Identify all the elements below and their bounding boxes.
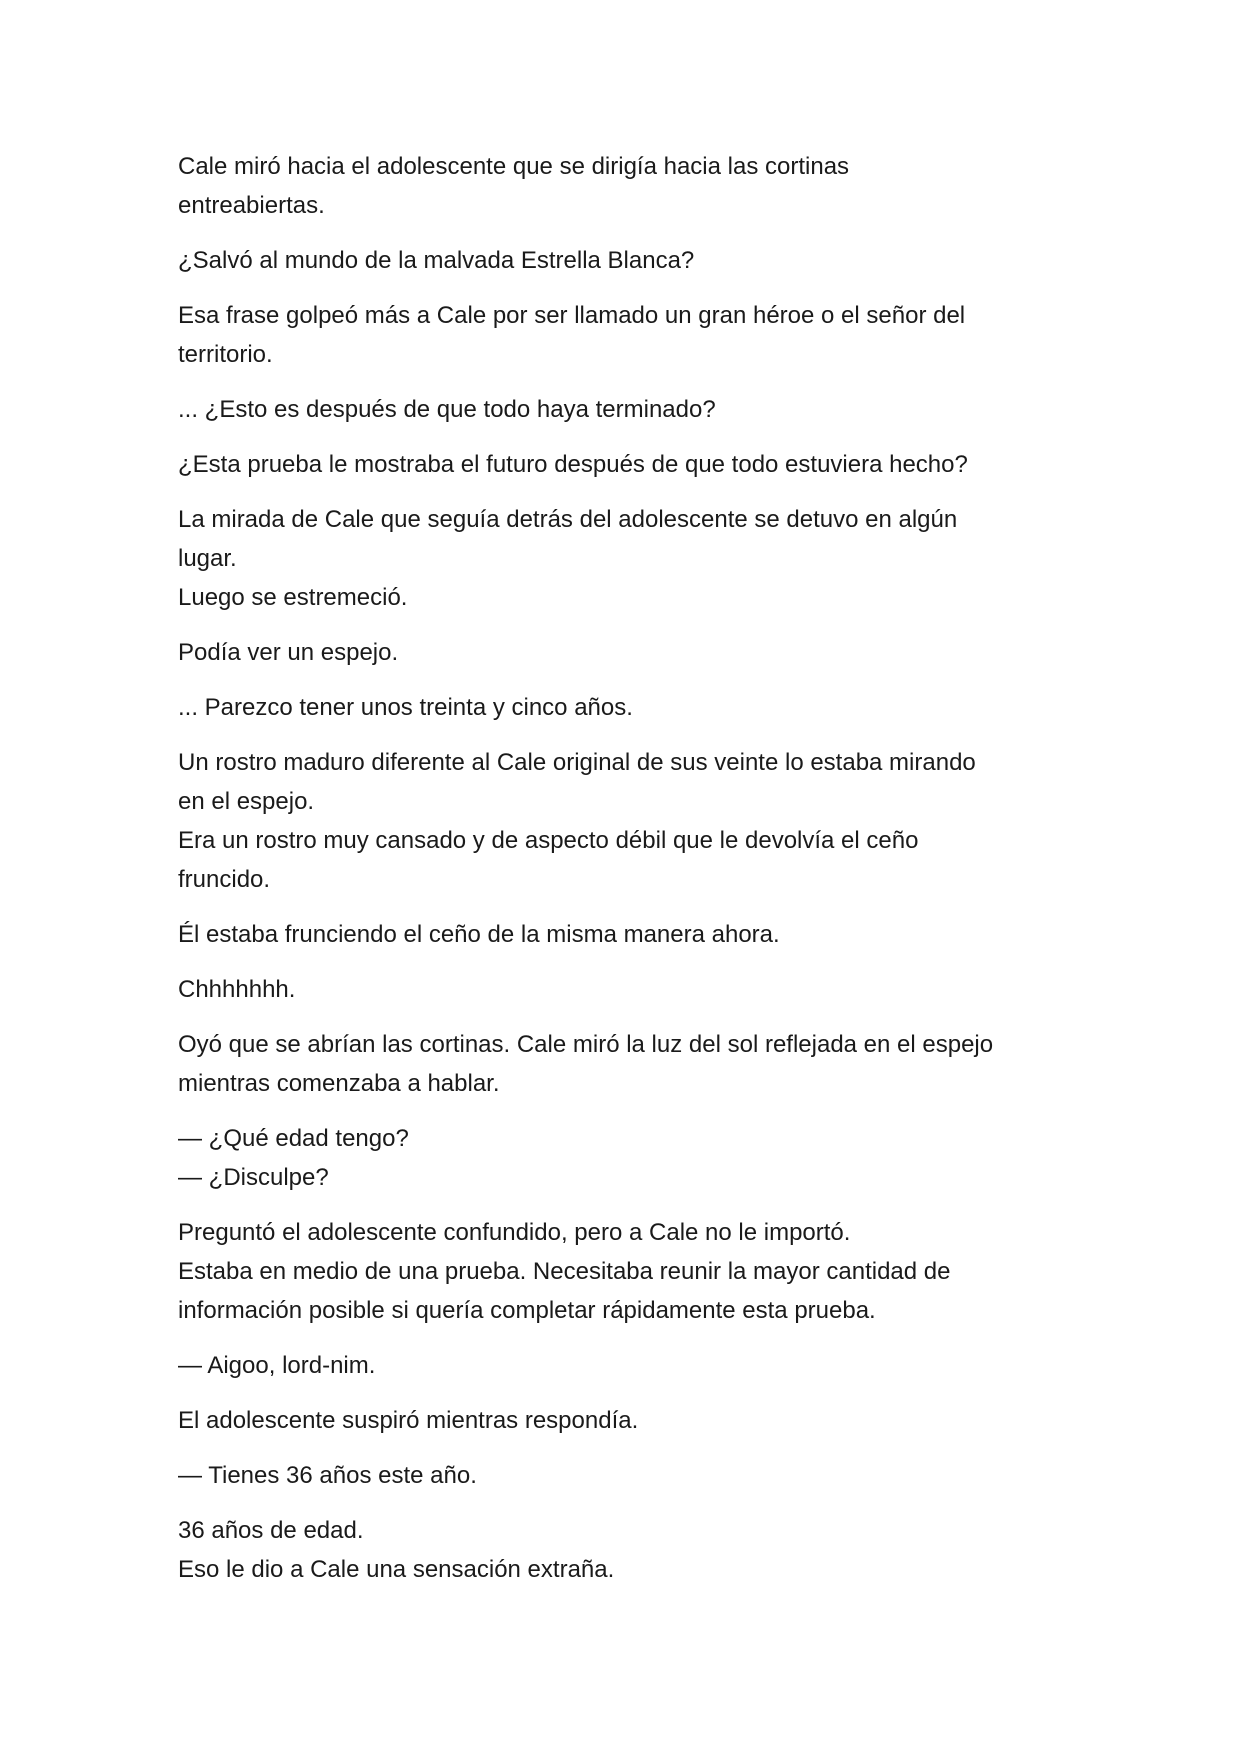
text-line: ... Parezco tener unos treinta y cinco años.: [178, 694, 633, 721]
paragraph: [178, 688, 1078, 727]
paragraph: [178, 147, 1078, 225]
paragraph: [178, 1456, 1078, 1495]
paragraph: [178, 970, 1078, 1009]
text-column: [178, 147, 1078, 1605]
text-line: Oyó que se abrían las cortinas. Cale miró la luz del sol reflejada en el espejo: [178, 1031, 994, 1058]
paragraph: [178, 390, 1078, 429]
text-line: Él estaba frunciendo el ceño de la misma manera ahora.: [178, 921, 780, 948]
text-line: Luego se estremeció.: [178, 584, 408, 611]
text-line: en el espejo.: [178, 788, 315, 815]
text-line: Cale miró hacia el adolescente que se dirigía hacia las cortinas: [178, 153, 850, 180]
text-line: Chhhhhhh.: [178, 976, 296, 1003]
text-line: Un rostro maduro diferente al Cale original de sus veinte lo estaba mirando: [178, 749, 976, 776]
text-line: — Aigoo, lord-nim.: [178, 1352, 376, 1379]
text-line: 36 años de edad.: [178, 1517, 364, 1544]
paragraph: [178, 296, 1078, 374]
text-line: territorio.: [178, 341, 273, 368]
text-line: Era un rostro muy cansado y de aspecto débil que le devolvía el ceño: [178, 827, 919, 854]
text-line: lugar.: [178, 545, 237, 572]
text-line: mientras comenzaba a hablar.: [178, 1070, 500, 1097]
text-line: fruncido.: [178, 866, 271, 893]
paragraph: [178, 1346, 1078, 1385]
text-line: La mirada de Cale que seguía detrás del adolescente se detuvo en algún: [178, 506, 958, 533]
paragraph: [178, 743, 1078, 899]
text-line: entreabiertas.: [178, 192, 325, 219]
paragraph: [178, 1213, 1078, 1330]
paragraph: [178, 1401, 1078, 1440]
text-line: información posible si quería completar rápidamente esta prueba.: [178, 1297, 876, 1324]
paragraph: [178, 915, 1078, 954]
text-line: Preguntó el adolescente confundido, pero a Cale no le importó.: [178, 1219, 851, 1246]
text-line: Esa frase golpeó más a Cale por ser llamado un gran héroe o el señor del: [178, 302, 966, 329]
text-line: El adolescente suspiró mientras respondía.: [178, 1407, 639, 1434]
text-line: Eso le dio a Cale una sensación extraña.: [178, 1556, 615, 1583]
paragraph: [178, 1025, 1078, 1103]
text-line: ¿Salvó al mundo de la malvada Estrella Blanca?: [178, 247, 695, 274]
text-line: ... ¿Esto es después de que todo haya terminado?: [178, 396, 716, 423]
text-line: Podía ver un espejo.: [178, 639, 399, 666]
paragraph: [178, 633, 1078, 672]
text-line: ¿Esta prueba le mostraba el futuro después de que todo estuviera hecho?: [178, 451, 968, 478]
paragraph: [178, 445, 1078, 484]
text-line: — ¿Disculpe?: [178, 1164, 329, 1191]
paragraph: [178, 241, 1078, 280]
text-line: — Tienes 36 años este año.: [178, 1462, 477, 1489]
paragraph: [178, 500, 1078, 617]
text-line: — ¿Qué edad tengo?: [178, 1125, 409, 1152]
paragraph: [178, 1119, 1078, 1197]
paragraph: [178, 1511, 1078, 1589]
text-line: Estaba en medio de una prueba. Necesitaba reunir la mayor cantidad de: [178, 1258, 951, 1285]
